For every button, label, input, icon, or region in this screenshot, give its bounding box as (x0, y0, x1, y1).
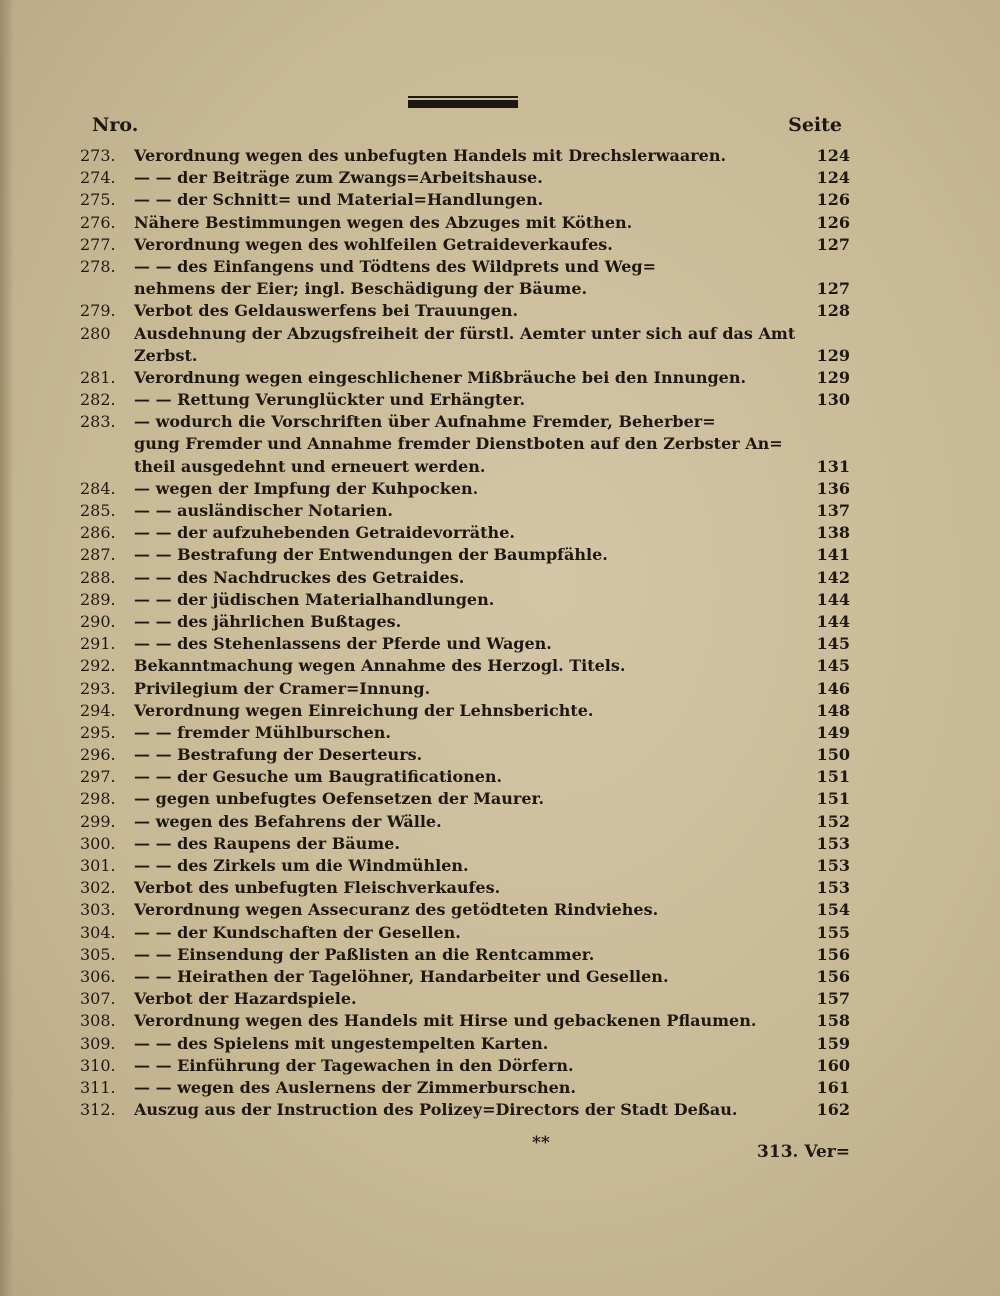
signature-mark: ** (532, 1133, 550, 1153)
entry-page-number: 156 (816, 944, 850, 964)
index-entry-row (80, 523, 850, 545)
entry-page-number: 159 (816, 1033, 850, 1053)
entry-number: 286. (80, 523, 116, 543)
entry-page-number: 151 (816, 767, 850, 787)
entry-number: 300. (80, 833, 116, 853)
index-entry-row (80, 679, 850, 701)
entry-page-number: 142 (816, 567, 850, 587)
entry-number: 283. (80, 412, 116, 432)
entry-page-number: 158 (816, 1011, 850, 1031)
index-entry-row (80, 701, 850, 723)
entry-title: — — ausländischer Notarien. (134, 501, 393, 520)
entry-page-number: 127 (816, 279, 850, 299)
entry-page-number: 149 (816, 722, 850, 742)
column-header-page: Seite (788, 114, 842, 136)
entry-title: — — Bestrafung der Entwendungen der Baumpfähle. (134, 545, 608, 565)
entry-title: — — der Schnitt= und Material=Handlungen. (134, 190, 544, 210)
entry-title: — wegen der Impfung der Kuhpocken. (134, 478, 479, 498)
entry-title: — — des Nachdruckes des Getraides. (134, 567, 465, 587)
index-entry-row (80, 390, 850, 412)
entry-title: — — des Raupens der Bäume. (134, 833, 400, 853)
entry-number: 295. (80, 722, 116, 742)
entry-title: Verbot der Hazardspiele. (134, 989, 357, 1009)
index-entry-row (80, 1056, 850, 1078)
entry-title: — — der Beiträge zum Zwangs=Arbeitshause. (134, 168, 543, 188)
entry-title: — wegen des Befahrens der Wälle. (134, 811, 442, 831)
index-entry-row (80, 789, 850, 811)
entry-page-number: 153 (816, 856, 850, 875)
entry-number: 296. (80, 745, 116, 765)
entry-title: — — Einsendung der Paßlisten an die Rentcammer. (134, 944, 595, 964)
entry-title: — — der jüdischen Materialhandlungen. (134, 589, 495, 609)
entry-number: 284. (80, 478, 116, 498)
index-entry-row (80, 723, 850, 745)
index-entry-row (80, 434, 850, 456)
index-entry-row (80, 568, 850, 590)
entry-number: 289. (80, 589, 116, 609)
entry-page-number: 156 (816, 966, 850, 986)
index-entry-row (80, 945, 850, 967)
entry-page-number: 155 (816, 922, 850, 942)
index-entry-row (80, 878, 850, 900)
entry-page-number: 130 (816, 390, 850, 410)
index-entry-row (80, 1100, 850, 1122)
entry-number: 305. (80, 944, 116, 964)
entry-page-number: 126 (816, 212, 850, 232)
index-entry-row (80, 501, 850, 523)
entry-title: — — der Gesuche um Baugratificationen. (134, 767, 503, 787)
entry-page-number: 126 (816, 190, 850, 210)
entry-title: Nähere Bestimmungen wegen des Abzuges mit Köthen. (134, 212, 633, 232)
index-entry-row (80, 967, 850, 989)
entry-number: 303. (80, 900, 116, 920)
entry-number: 278. (80, 256, 116, 276)
entry-title: Verbot des unbefugten Fleischverkaufes. (134, 878, 501, 898)
entry-page-number: 152 (816, 811, 850, 831)
entry-number: 297. (80, 767, 116, 787)
index-entry-row (80, 1011, 850, 1033)
index-entry-row (80, 856, 850, 878)
entry-page-number: 128 (816, 301, 850, 321)
entry-title: Ausdehnung der Abzugsfreiheit der fürstl. Aemter unter sich auf das Amt (134, 323, 796, 343)
entry-number: 310. (80, 1055, 116, 1075)
entry-number: 273. (80, 146, 116, 165)
entry-page-number: 148 (816, 700, 850, 720)
entry-title: — — des Spielens mit ungestempelten Karten. (134, 1033, 549, 1053)
entry-number: 287. (80, 545, 116, 565)
header-rule-thin (408, 96, 518, 98)
entry-title: nehmens der Eier; ingl. Beschädigung der Bäume. (134, 279, 588, 299)
entry-title: Verordnung wegen des wohlfeilen Getraideverkaufes. (134, 234, 613, 254)
index-entry-row (80, 213, 850, 235)
catchword: 313. Ver= (757, 1142, 850, 1162)
entry-number: 292. (80, 656, 116, 676)
entry-title: — — Rettung Verunglückter und Erhängter. (134, 390, 526, 410)
entry-number: 302. (80, 878, 116, 898)
entry-title: Bekanntmachung wegen Annahme des Herzogl. Titels. (134, 656, 626, 676)
entry-number: 274. (80, 168, 116, 188)
entry-number: 281. (80, 367, 116, 387)
entry-title: — wodurch die Vorschriften über Aufnahme Fremder, Beherber= (134, 412, 716, 432)
index-entry-row (80, 634, 850, 656)
entry-page-number: 137 (816, 501, 850, 520)
entry-title: — — des Stehenlassens der Pferde und Wagen. (134, 634, 552, 654)
index-entry-row (80, 989, 850, 1011)
entry-title: theil ausgedehnt und erneuert werden. (134, 456, 486, 476)
entry-title: — — der aufzuhebenden Getraidevorräthe. (134, 523, 515, 543)
entry-number: 279. (80, 301, 116, 321)
entry-number: 282. (80, 390, 116, 410)
entry-page-number: 127 (816, 234, 850, 254)
entry-title: — gegen unbefugtes Oefensetzen der Maurer. (134, 789, 545, 809)
index-entry-row (80, 812, 850, 834)
index-entries (80, 146, 850, 1122)
entry-number: 277. (80, 234, 116, 254)
entry-title: — — fremder Mühlburschen. (134, 722, 391, 742)
entry-number: 307. (80, 989, 116, 1009)
index-entry-row (80, 745, 850, 767)
entry-number: 309. (80, 1033, 116, 1053)
entry-page-number: 151 (816, 789, 850, 809)
index-entry-row (80, 479, 850, 501)
column-header-number: Nro. (92, 114, 139, 136)
entry-title: Zerbst. (134, 345, 198, 365)
index-entry-row (80, 590, 850, 612)
index-entry-row (80, 900, 850, 922)
entry-page-number: 150 (816, 745, 850, 765)
entry-page-number: 129 (816, 367, 850, 387)
entry-title: Verbot des Geldauswerfens bei Trauungen. (134, 301, 519, 321)
entry-number: 290. (80, 611, 116, 631)
index-entry-row (80, 279, 850, 301)
entry-number: 299. (80, 811, 116, 831)
index-entry-row (80, 412, 850, 434)
entry-page-number: 129 (816, 345, 850, 365)
entry-page-number: 161 (816, 1077, 850, 1097)
index-entry-row (80, 1034, 850, 1056)
entry-number: 285. (80, 501, 116, 520)
index-entry-row (80, 257, 850, 279)
entry-page-number: 162 (816, 1100, 850, 1120)
index-entry-row (80, 368, 850, 390)
entry-page-number: 136 (816, 478, 850, 498)
index-entry-row (80, 457, 850, 479)
entry-page-number: 124 (816, 168, 850, 188)
index-entry-row (80, 168, 850, 190)
entry-page-number: 124 (816, 146, 850, 165)
index-entry-row (80, 324, 850, 346)
entry-number: 311. (80, 1077, 116, 1097)
entry-title: Verordnung wegen des Handels mit Hirse und gebackenen Pflaumen. (134, 1011, 757, 1031)
entry-page-number: 146 (816, 678, 850, 698)
entry-title: Verordnung wegen des unbefugten Handels mit Drechslerwaaren. (134, 146, 727, 165)
entry-number: 308. (80, 1011, 116, 1031)
entry-page-number: 145 (816, 656, 850, 676)
entry-title: Verordnung wegen eingeschlichener Mißbräuche bei den Innungen. (134, 367, 747, 387)
index-entry-row (80, 545, 850, 567)
entry-title: — — Bestrafung der Deserteurs. (134, 745, 423, 765)
entry-title: — — Heirathen der Tagelöhner, Handarbeiter und Gesellen. (134, 966, 669, 986)
entry-page-number: 131 (816, 456, 850, 476)
index-entry-row (80, 190, 850, 212)
index-entry-row (80, 834, 850, 856)
entry-number: 298. (80, 789, 116, 809)
entry-page-number: 144 (816, 611, 850, 631)
entry-page-number: 157 (816, 989, 850, 1009)
page-edge-shadow (0, 0, 14, 1296)
entry-number: 280 (80, 323, 111, 343)
entry-number: 312. (80, 1100, 116, 1120)
index-entry-row (80, 235, 850, 257)
entry-page-number: 154 (816, 900, 850, 920)
entry-number: 301. (80, 856, 116, 875)
entry-title: — — des jährlichen Bußtages. (134, 611, 402, 631)
entry-number: 275. (80, 190, 116, 210)
entry-title: gung Fremder und Annahme fremder Dienstboten auf den Zerbster An= (134, 434, 783, 454)
entry-number: 304. (80, 922, 116, 942)
entry-number: 293. (80, 678, 116, 698)
entry-number: 294. (80, 700, 116, 720)
entry-title: — — des Zirkels um die Windmühlen. (134, 856, 469, 875)
index-entry-row (80, 923, 850, 945)
entry-title: Privilegium der Cramer=Innung. (134, 678, 431, 698)
entry-page-number: 153 (816, 833, 850, 853)
index-entry-row (80, 1078, 850, 1100)
entry-page-number: 141 (816, 545, 850, 565)
entry-title: — — wegen des Auslernens der Zimmerburschen. (134, 1077, 576, 1097)
index-entry-row (80, 146, 850, 168)
index-entry-row (80, 767, 850, 789)
entry-number: 276. (80, 212, 116, 232)
entry-page-number: 153 (816, 878, 850, 898)
index-entry-row (80, 301, 850, 323)
entry-number: 291. (80, 634, 116, 654)
entry-page-number: 160 (816, 1055, 850, 1075)
entry-page-number: 138 (816, 523, 850, 543)
entry-title: Auszug aus der Instruction des Polizey=Directors der Stadt Deßau. (134, 1100, 738, 1120)
entry-number: 306. (80, 966, 116, 986)
entry-title: Verordnung wegen Einreichung der Lehnsberichte. (134, 700, 594, 720)
entry-page-number: 145 (816, 634, 850, 654)
index-entry-row (80, 656, 850, 678)
index-entry-row (80, 346, 850, 368)
entry-number: 288. (80, 567, 116, 587)
entry-page-number: 144 (816, 589, 850, 609)
entry-title: Verordnung wegen Assecuranz des getödteten Rindviehes. (134, 900, 659, 920)
index-entry-row (80, 612, 850, 634)
entry-title: — — der Kundschaften der Gesellen. (134, 922, 461, 942)
entry-title: — — des Einfangens und Tödtens des Wildprets und Weg= (134, 256, 657, 276)
entry-title: — — Einführung der Tagewachen in den Dörfern. (134, 1055, 574, 1075)
header-rule (408, 100, 518, 108)
